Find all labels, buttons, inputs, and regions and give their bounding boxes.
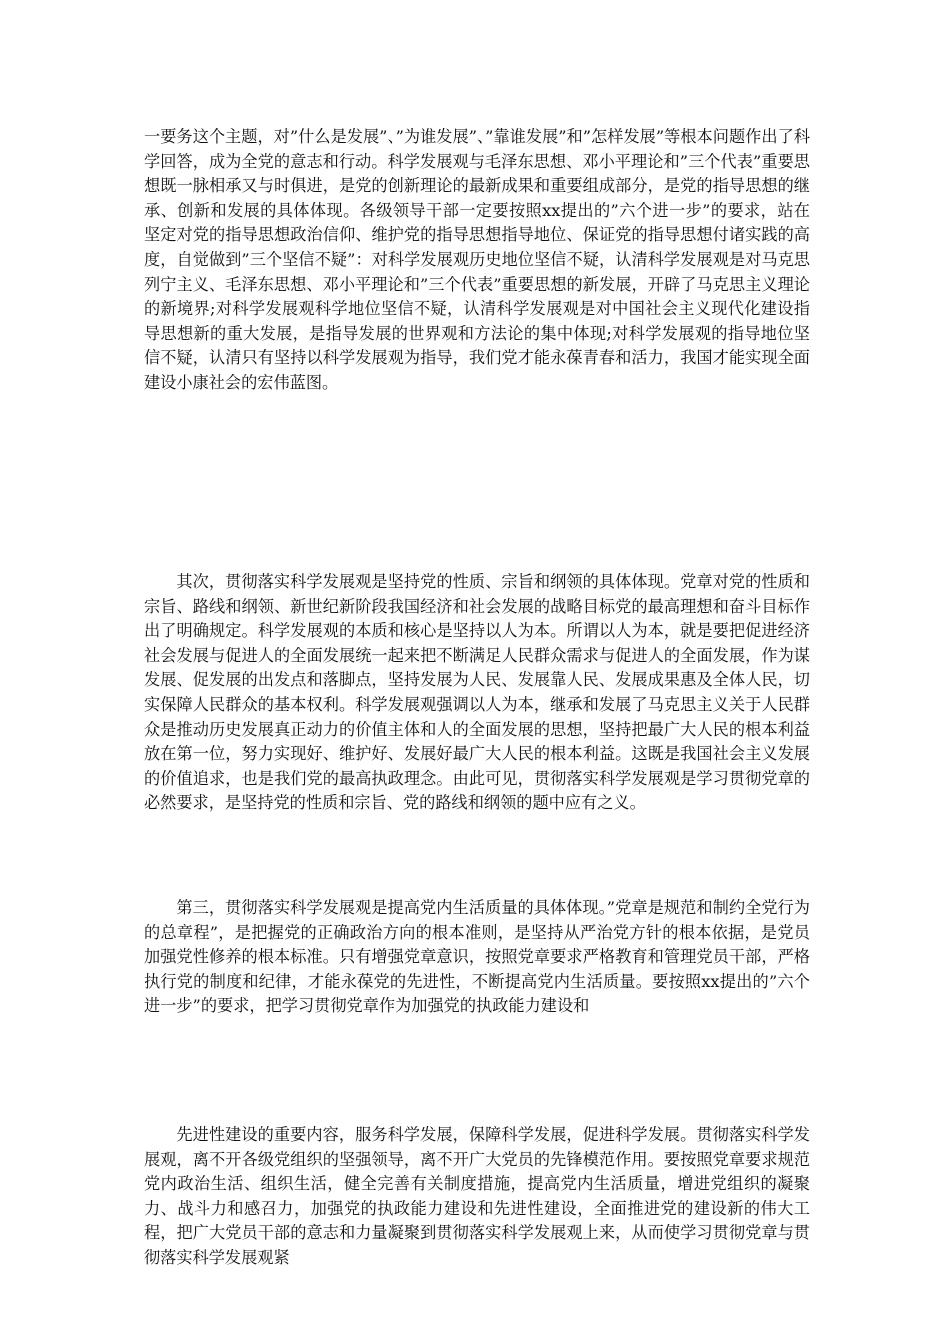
paragraph-continued-intro: 一要务这个主题，对”什么是发展”、”为谁发展”、”靠谁发展”和”怎样发展”等根本问题作出了科学回答，成为全党的意志和行动。科学发展观与毛泽东思想、邓小平理论和”三个代表”重要思想既一脉相承又与时俱进，是党的创新理论的最新成果和重要组成部分，是党的指导思想的继承、创新和发展的具体体现。各级领导干部一定要按照xx提出的”六个进一步”的要求，站在坚定对党的指导思想政治信仰、维护党的指导思想指导地位、保证党的指导思想付诸实践的高度，自觉做到”三个坚信不疑”：对科学发展观历史地位坚信不疑，认清科学发展观是对马克思列宁主义、毛泽东思想、邓小平理论和”三个代表”重要思想的新发展，开辟了马克思主义理论的新境界;对科学发展观科学地位坚信不疑，认清科学发展观是对中国社会主义现代化建设指导思想新的重大发展，是指导发展的世界观和方法论的集中体现;对科学发展观的指导地位坚信不疑，认清只有坚持以科学发展观为指导，我们党才能永葆青春和活力，我国才能实现全面建设小康社会的宏伟蓝图。: [144, 127, 810, 392]
paragraph-third-point: 第三，贯彻落实科学发展观是提高党内生活质量的具体体现。”党章是规范和制约全党行为的总章程”，是把握党的正确政治方向的根本准则，是坚持从严治党方针的根本依据，是党员加强党性修养的根本标准。只有增强党章意识，按照党章要求严格教育和管理党员干部，严格执行党的制度和纪律，才能永葆党的先进性，不断提高党内生活质量。要按照xx提出的”六个进一步”的要求，把学习贯彻党章作为加强党的执政能力建设和: [144, 898, 810, 1016]
paragraph-second-point: 其次，贯彻落实科学发展观是坚持党的性质、宗旨和纲领的具体体现。党章对党的性质和宗旨、路线和纲领、新世纪新阶段我国经济和社会发展的战略目标党的最高理想和奋斗目标作出了明确规定。科学发展观的本质和核心是坚持以人为本。所谓以人为本，就是要把促进经济社会发展与促进人的全面发展统一起来把不断满足人民群众需求与促进人的全面发展，作为谋发展、促发展的出发点和落脚点，坚持发展为人民、发展靠人民、发展成果惠及全体人民，切实保障人民群众的基本权利。科学发展观强调以人为本，继承和发展了马克思主义关于人民群众是推动历史发展真正动力的价值主体和人的全面发展的思想，坚持把最广大人民的根本利益放在第一位，努力实现好、维护好、发展好最广大人民的根本利益。这既是我国社会主义发展的价值追求，也是我们党的最高执政理念。由此可见，贯彻落实科学发展观是学习贯彻党章的必然要求，是坚持党的性质和宗旨、党的路线和纲领的题中应有之义。: [144, 572, 810, 813]
paragraph-third-point-continued: 先进性建设的重要内容，服务科学发展，保障科学发展，促进科学发展。贯彻落实科学发展观，离不开各级党组织的坚强领导，离不开广大党员的先锋模范作用。要按照党章要求规范党内政治生活、组织生活，健全完善有关制度措施，提高党内生活质量，增进党组织的凝聚力、战斗力和感召力，加强党的执政能力建设和先进性建设，全面推进党的建设新的伟大工程，把广大党员干部的意志和力量凝聚到贯彻落实科学发展观上来，从而使学习贯彻党章与贯彻落实科学发展观紧: [144, 1125, 810, 1267]
